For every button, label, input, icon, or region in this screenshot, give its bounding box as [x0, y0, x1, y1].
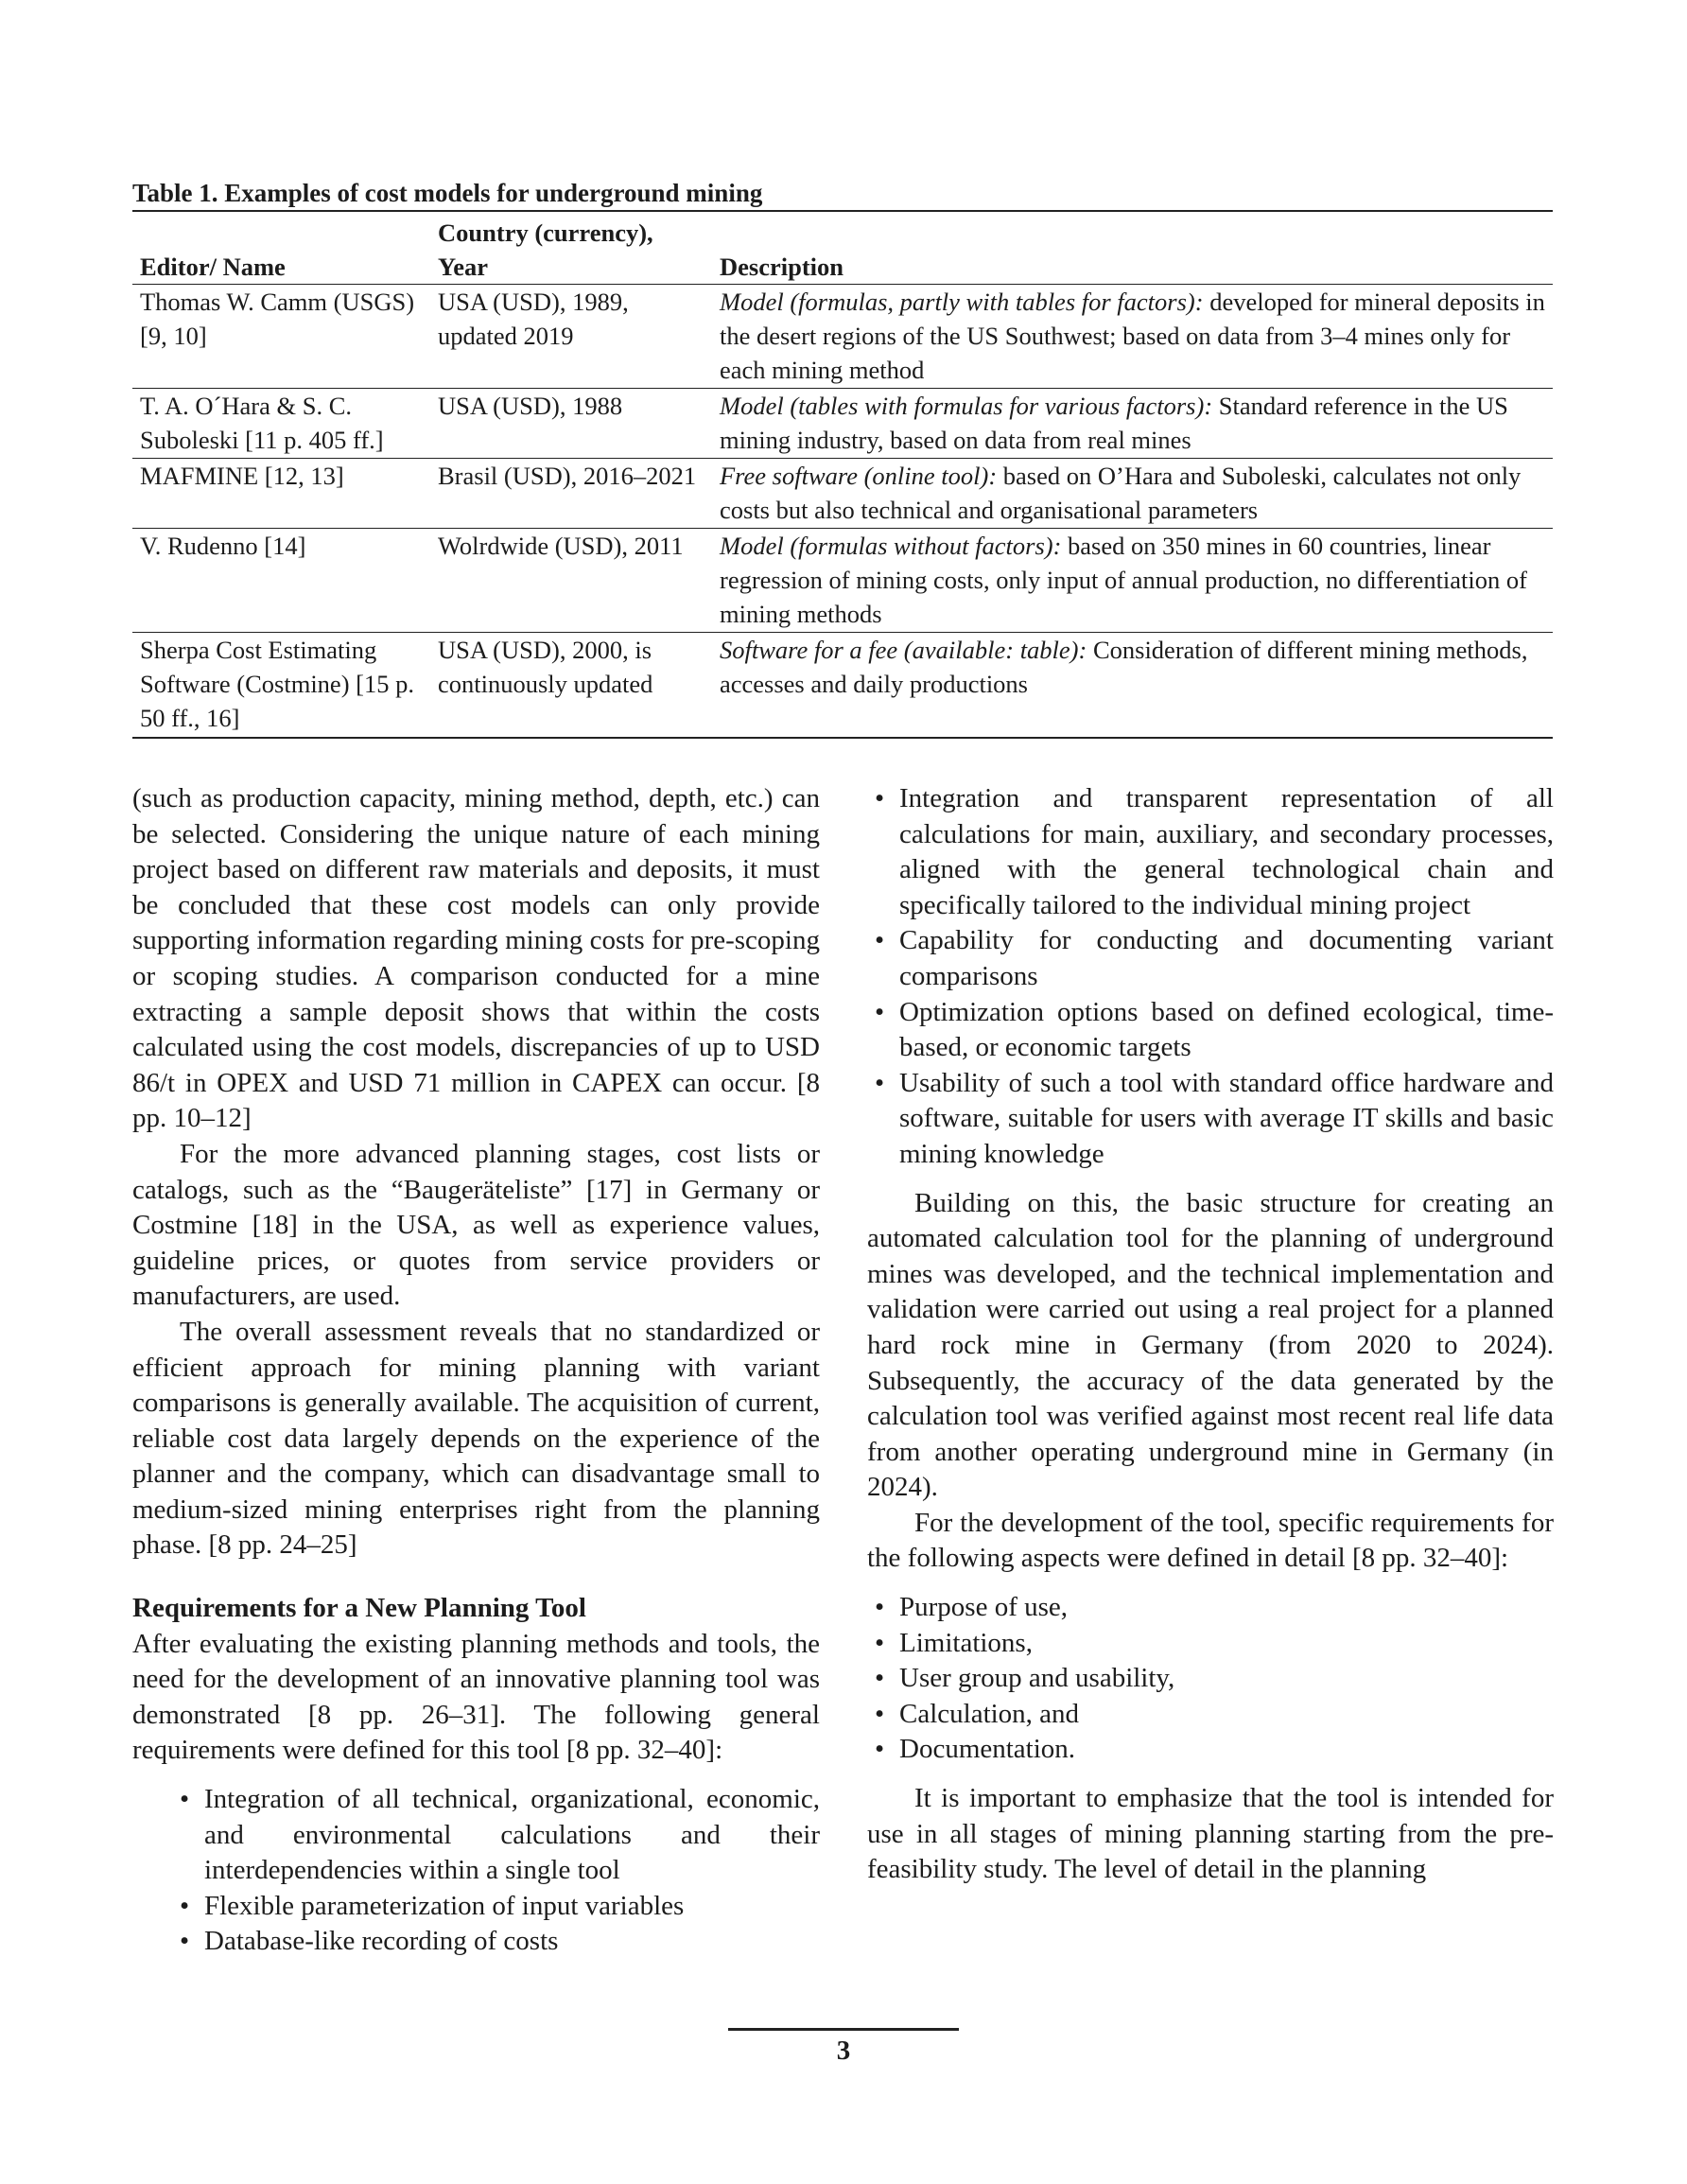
cost-models-table [132, 210, 1553, 739]
list-item-text: Limitations, [899, 1627, 1033, 1658]
list-item [172, 1924, 820, 1960]
left-column [132, 781, 820, 1960]
cell-country-year: USA (USD), 1989, updated 2019 [430, 285, 712, 389]
list-item [867, 1590, 1554, 1626]
bullet-icon: • [875, 1698, 885, 1729]
list-item [867, 1661, 1554, 1697]
cell-description [712, 459, 1553, 529]
description-text: based on O’Hara and Suboleski, calculates not only costs but also technical and organisational parameters [720, 462, 1522, 524]
cell-country-year: Wolrdwide (USD), 2011 [430, 529, 712, 633]
cell-name: Thomas W. Camm (USGS) [9, 10] [132, 285, 430, 389]
cell-name: V. Rudenno [14] [132, 529, 430, 633]
bullet-icon: • [180, 1926, 190, 1957]
description-type: Model (formulas, partly with tables for factors): [720, 288, 1204, 316]
table-header-row [132, 211, 1553, 285]
list-item [867, 1066, 1554, 1173]
list-item-text: Database-like recording of costs [204, 1926, 559, 1957]
list-item-text: Usability of such a tool with standard office hardware and software, suitable for users with average IT skills and basic mining knowledge [899, 1067, 1554, 1169]
bullet-icon: • [875, 996, 885, 1027]
page-number: 3 [836, 2035, 851, 2066]
paragraph: It is important to emphasize that the tool is intended for use in all stages of mining planning starting from the pre-feasibility study. The level of detail in the planning [867, 1783, 1554, 1885]
description-text: based on 350 mines in 60 countries, linear regression of mining costs, only input of annual production, no differentiation of mining methods [720, 532, 1527, 628]
list-item-text: User group and usability, [899, 1663, 1175, 1694]
list-item-text: Optimization options based on defined ecological, time-based, or economic targets [899, 996, 1554, 1063]
description-text: developed for mineral deposits in the desert regions of the US Southwest; based on data from 3–4 mines only for each mining method [720, 288, 1545, 384]
cell-description [712, 285, 1553, 389]
cell-description [712, 529, 1553, 633]
table-row [132, 633, 1553, 739]
list-item [867, 1697, 1554, 1733]
list-item-text: Documentation. [899, 1734, 1076, 1765]
bullet-icon: • [180, 1890, 190, 1921]
cell-description [712, 633, 1553, 739]
paragraph: (such as production capacity, mining method, depth, etc.) can be selected. Considering the unique nature of each mining project based on different raw materials and deposits, it must be concluded that these cost models can only provide supporting information regarding mining costs for pre-scoping or scoping studies. A comparison conducted for a mine extracting a sample deposit shows that within the costs calculated using the cost models, discrepancies of up to USD 86/t in OPEX and USD 71 million in CAPEX can occur. [8 pp. 10–12] [132, 783, 820, 1134]
table-row [132, 459, 1553, 529]
cell-description [712, 389, 1553, 459]
requirements-list [172, 1782, 820, 1960]
table-section [132, 176, 1553, 739]
cell-name: Sherpa Cost Estimating Software (Costmine) [15 p. 50 ff., 16] [140, 636, 414, 732]
list-item-text: Flexible parameterization of input variables [204, 1890, 685, 1921]
description-type: Model (tables with formulas for various factors): [720, 392, 1213, 420]
list-item-text: Calculation, and [899, 1698, 1080, 1729]
description-text: Standard reference in the US mining industry, based on data from real mines [720, 392, 1508, 454]
list-item-text: Integration of all technical, organizational, economic, and environmental calculations and their interdependencies within a single tool [204, 1784, 820, 1886]
bullet-icon: • [875, 1067, 885, 1098]
table-row [132, 389, 1553, 459]
bullet-icon: • [875, 1734, 885, 1765]
list-item [867, 923, 1554, 994]
cell-country-year: Brasil (USD), 2016–2021 [430, 459, 712, 529]
header-editor-name: Editor/ Name [132, 211, 430, 285]
table-row [132, 529, 1553, 633]
list-item-text: Integration and transparent representation of all calculations for main, auxiliary, and secondary processes, aligned with the general technological chain and specifically tailored to the individual mining project [899, 783, 1554, 920]
cell-name: MAFMINE [12, 13] [132, 459, 430, 529]
header-description: Description [712, 211, 1553, 285]
cell-country-year: USA (USD), 2000, is continuously updated [438, 636, 653, 698]
list-item [867, 1732, 1554, 1768]
cell-country-year: USA (USD), 1988 [430, 389, 712, 459]
right-column [867, 781, 1554, 1888]
paragraph: Building on this, the basic structure for creating an automated calculation tool for the planning of underground mines was developed, and the technical implementation and validation were carried out using a real project for a planned hard rock mine in Germany (from 2020 to 2024). Subsequently, the accuracy of the data generated by the calculation tool was verified against most recent real life data from another operating underground mine in Germany (in 2024). [867, 1187, 1554, 1503]
bullet-icon: • [875, 1663, 885, 1694]
paragraph: After evaluating the existing planning methods and tools, the need for the development of an innovative planning tool was demonstrated [8 pp. 26–31]. The following general requirements were defined for this tool [8 pp. 32–40]: [132, 1628, 820, 1766]
list-item [172, 1782, 820, 1889]
aspects-list [867, 1590, 1554, 1768]
footer-rule [728, 2028, 959, 2031]
description-type: Software for a fee (available: table): [720, 636, 1087, 664]
bullet-icon: • [875, 925, 885, 956]
list-item [867, 1626, 1554, 1662]
bullet-icon: • [875, 1627, 885, 1658]
list-item-text: Purpose of use, [899, 1592, 1069, 1623]
description-type: Model (formulas without factors): [720, 532, 1062, 560]
list-item [867, 781, 1554, 923]
cell-name: T. A. O´Hara & S. C. Suboleski [11 p. 405 ff.] [132, 389, 430, 459]
header-country-year: Country (currency), Year [430, 211, 712, 285]
paragraph: For the more advanced planning stages, cost lists or catalogs, such as the “Baugeräteliste” [17] in Germany or Costmine [18] in the USA, as well as experience values, guideline prices, or quotes from service providers or manufacturers, are used. [132, 1138, 820, 1312]
description-text: Consideration of different mining methods, accesses and daily productions [720, 636, 1528, 698]
list-item [172, 1889, 820, 1925]
table-caption: Table 1. Examples of cost models for underground mining [132, 179, 763, 207]
table-row [132, 285, 1553, 389]
bullet-icon: • [180, 1784, 190, 1815]
requirements-list-continued [867, 781, 1554, 1173]
paragraph: The overall assessment reveals that no standardized or efficient approach for mining planning with variant comparisons is generally available. The acquisition of current, reliable cost data largely depends on the experience of the planner and the company, which can disadvantage small to medium-sized mining enterprises right from the planning phase. [8 pp. 24–25] [132, 1316, 820, 1561]
list-item [867, 995, 1554, 1066]
bullet-icon: • [875, 1592, 885, 1623]
description-type: Free software (online tool): [720, 462, 998, 490]
section-heading: Requirements for a New Planning Tool [132, 1593, 586, 1624]
paragraph: For the development of the tool, specific requirements for the following aspects were defined in detail [8 pp. 32–40]: [867, 1507, 1554, 1574]
list-item-text: Capability for conducting and documenting variant comparisons [899, 925, 1554, 991]
bullet-icon: • [875, 783, 885, 813]
